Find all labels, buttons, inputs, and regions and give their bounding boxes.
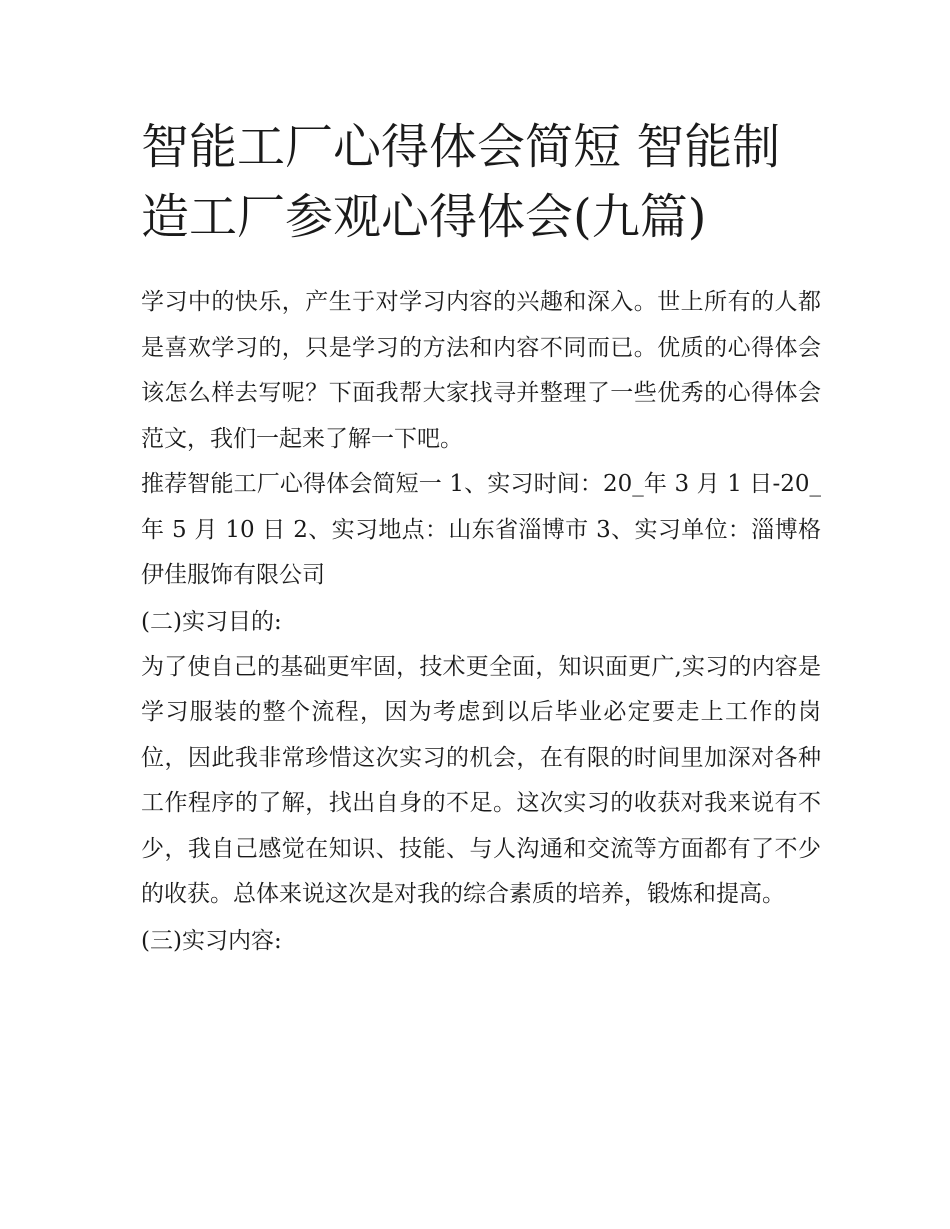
document-body xyxy=(141,280,821,964)
document-title xyxy=(141,112,821,252)
internship-info-paragraph: 推荐智能工厂心得体会简短一 1、实习时间：20_年 3 月 1 日-20_年 5 月 10 日 2、实习地点：山东省淄博市 3、实习单位：淄博格伊佳服饰有限公司 xyxy=(141,471,821,588)
title-line-1: 智能工厂心得体会简短 智能制 xyxy=(141,119,781,175)
purpose-paragraph: 为了使自己的基础更牢固，技术更全面，知识面更广,实习的内容是学习服装的整个流程，因为考虑到以后毕业必定要走上工作的岗位，因此我非常珍惜这次实习的机会，在有限的时间里加深对各种工作程序的了解，找出自身的不足。这次实习的收获对我来说有不少，我自己感觉在知识、技能、与人沟通和交流等方面都有了不少的收获。总体来说这次是对我的综合素质的培养，锻炼和提高。 xyxy=(141,653,821,907)
title-line-2: 造工厂参观心得体会(九篇) xyxy=(141,189,707,245)
section-heading-purpose: (二)实习目的: xyxy=(141,608,282,635)
section-heading-content: (三)实习内容: xyxy=(141,927,282,954)
intro-paragraph: 学习中的快乐，产生于对学习内容的兴趣和深入。世上所有的人都是喜欢学习的，只是学习的方法和内容不同而已。优质的心得体会该怎么样去写呢？下面我帮大家找寻并整理了一些优秀的心得体会范文，我们一起来了解一下吧。 xyxy=(141,289,821,452)
